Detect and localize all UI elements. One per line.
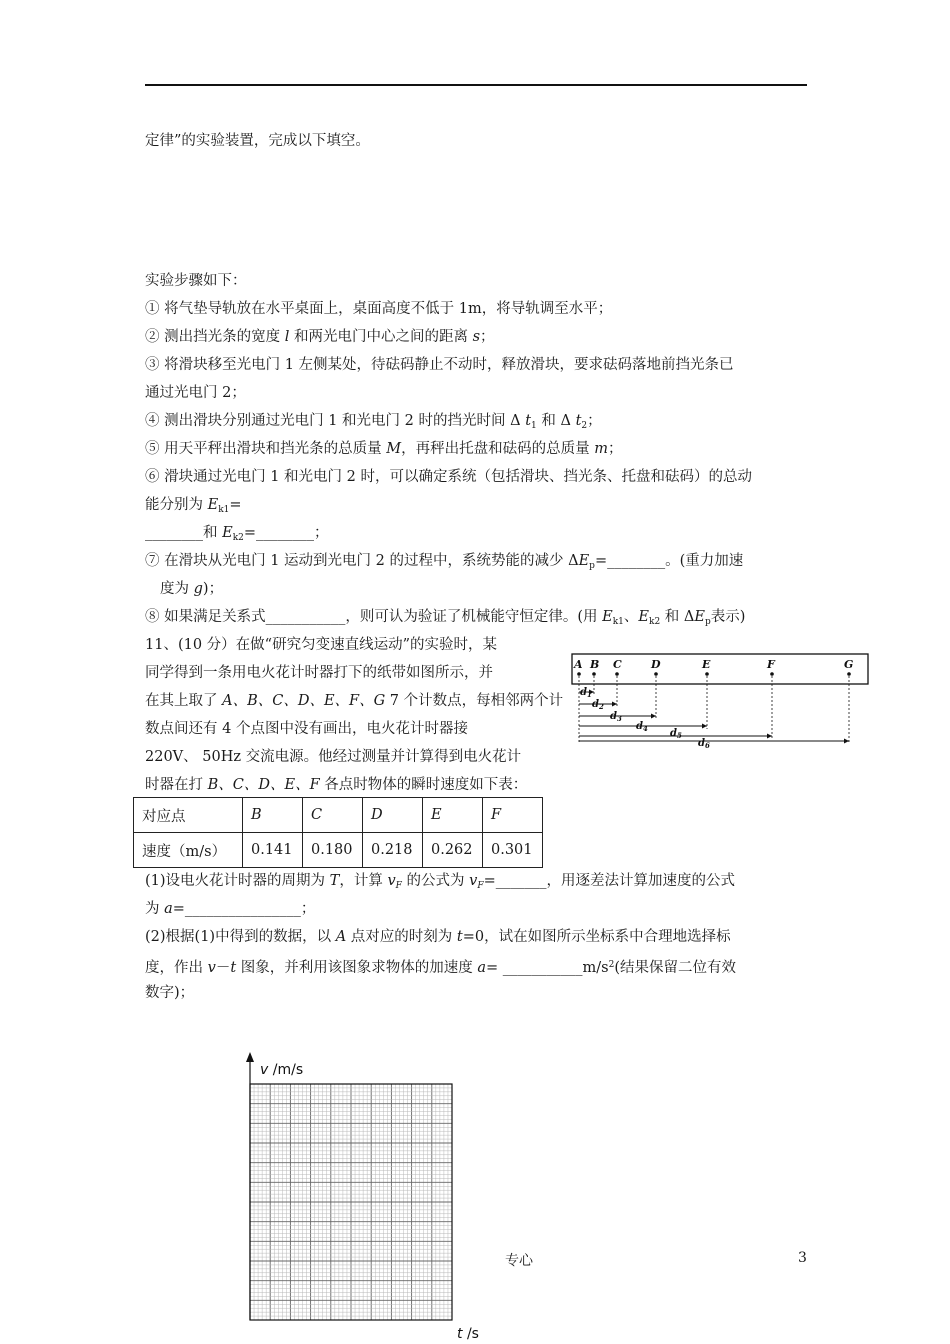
vt-graph [240, 1050, 490, 1340]
step-7a: ⑦ 在滑块从光电门 1 运动到光电门 2 的过程中，系统势能的减少 $\Delta E_p=\_\_\_\_\_\_\_\_$。(重力加速 [145, 553, 744, 571]
q11-line-5: 220V、 50Hz 交流电源。他经过测量并计算得到电火花计 [145, 749, 522, 765]
step-7b: 度为 g)； [160, 581, 224, 597]
tape-label-F: F [767, 658, 775, 671]
dim-label-d1: $d_1$ [580, 687, 592, 699]
tape-dot-E [705, 672, 709, 676]
q11-line-6: 时器在打 B、C、D、E、F 各点时物体的瞬时速度如下表： [145, 777, 528, 793]
table-row [134, 833, 543, 868]
step-3b: 通过光电门 2； [145, 385, 246, 401]
step-6c: ________和 $E_{k2}=\_\_\_\_\_\_\_\_$； [145, 525, 329, 543]
dim-label-d6: $d_6$ [698, 738, 710, 748]
q11-line-3: 在其上取了 A、B、C、D、E、F、G 7 个计数点，每相邻两个计 [145, 693, 564, 709]
footer-text: 专心 [505, 1253, 533, 1269]
tape-label-G: G [844, 658, 854, 671]
part-2-line-2: 度，作出 v－t 图象，并利用该图象求物体的加速度 $a= \_\_\_\_\_\_\_\_\_\_\_m/s^2$(结果保留二位有效 [145, 960, 736, 976]
page-number: 3 [798, 1250, 807, 1266]
tape-dot-F [770, 672, 774, 676]
table-header-row [134, 798, 543, 833]
tape-diagram [570, 652, 870, 748]
part-2-line-3: 数字)； [145, 985, 195, 1001]
arrowhead-d2 [612, 702, 617, 707]
q11-line-1: 11、(10 分）在做“研究匀变速直线运动”的实验时，某 [145, 637, 497, 653]
tape-label-A: A [574, 658, 583, 671]
q11-line-4: 数点间还有 4 个点图中没有画出，电火花计时器接 [145, 721, 468, 737]
x-axis-label: t /s [457, 1326, 479, 1340]
tape-dot-C [615, 672, 619, 676]
step-4: ④ 测出滑块分别通过光电门 1 和光电门 2 时的挡光时间 Δ $t_1$ 和 Δ $t_2$； [145, 413, 602, 431]
dim-label-d2: $d_2$ [592, 699, 604, 711]
arrowhead-d3 [651, 714, 656, 719]
table-cell: 0.218 [363, 833, 423, 868]
top-text: 定律”的实验装置，完成以下填空。 [145, 133, 370, 149]
step-5: ⑤ 用天平秤出滑块和挡光条的总质量 M，再秤出托盘和砝码的总质量 m； [145, 441, 623, 457]
table-cell: 0.180 [303, 833, 363, 868]
tape-label-E: E [702, 658, 711, 671]
step-2: ② 测出挡光条的宽度 l 和两光电门中心之间的距离 s； [145, 329, 495, 345]
step-6b: 能分别为 $E_{k1}=$ [145, 497, 242, 515]
tape-dot-A [577, 672, 581, 676]
header-rule [145, 84, 807, 86]
part-1-line-2: 为 a=________________； [145, 901, 316, 917]
table-cell: E [423, 798, 483, 833]
tape-label-C: C [613, 658, 622, 671]
dim-label-d4: $d_4$ [636, 721, 648, 733]
tape-dot-G [847, 672, 851, 676]
y-axis-arrow-icon [246, 1052, 254, 1062]
table-cell: C [303, 798, 363, 833]
step-1: ① 将气垫导轨放在水平桌面上，桌面高度不低于 1m，将导轨调至水平； [145, 301, 613, 317]
q11-line-2: 同学得到一条用电火花计时器打下的纸带如图所示，并 [145, 665, 493, 681]
table-cell: 对应点 [134, 798, 243, 833]
step-8: ⑧ 如果满足关系式___________，则可认为验证了机械能守恒定律。(用 $E_{k1}$、$E_{k2}$ 和 $\Delta E_p$表示) [145, 609, 746, 627]
table-cell: D [363, 798, 423, 833]
part-2-line-1: (2)根据(1)中得到的数据，以 A 点对应的时刻为 t=0，试在如图所示坐标系中合理地选择标 [145, 929, 731, 945]
tape-dot-D [654, 672, 658, 676]
dim-label-d3: $d_3$ [610, 711, 622, 723]
graph-grid [250, 1084, 452, 1320]
y-axis-label: v /m/s [260, 1062, 304, 1078]
table-cell: B [243, 798, 303, 833]
table-cell: 0.141 [243, 833, 303, 868]
table-cell: F [483, 798, 543, 833]
step-3a: ③ 将滑块移至光电门 1 左侧某处，待砝码静止不动时，释放滑块，要求砝码落地前挡光条已 [145, 357, 734, 373]
velocity-table [133, 797, 543, 868]
part-1-line-1: (1)设电火花计时器的周期为 T，计算 $v_F$ 的公式为 $v_F=\_\_\_\_\_\_\_$，用逐差法计算加速度的公式 [145, 873, 735, 891]
table-cell: 0.262 [423, 833, 483, 868]
step-6a: ⑥ 滑块通过光电门 1 和光电门 2 时，可以确定系统（包括滑块、挡光条、托盘和砝码）的总动 [145, 469, 752, 485]
arrowhead-d5 [767, 734, 772, 739]
table-cell: 速度（m/s） [134, 833, 243, 868]
table-cell: 0.301 [483, 833, 543, 868]
arrowhead-d4 [702, 724, 707, 729]
steps-title: 实验步骤如下： [145, 273, 247, 289]
dim-label-d5: $d_5$ [670, 728, 682, 740]
tape-label-B: B [590, 658, 600, 671]
tape-label-D: D [651, 658, 661, 671]
tape-dot-B [592, 672, 596, 676]
arrowhead-d6 [844, 739, 849, 744]
